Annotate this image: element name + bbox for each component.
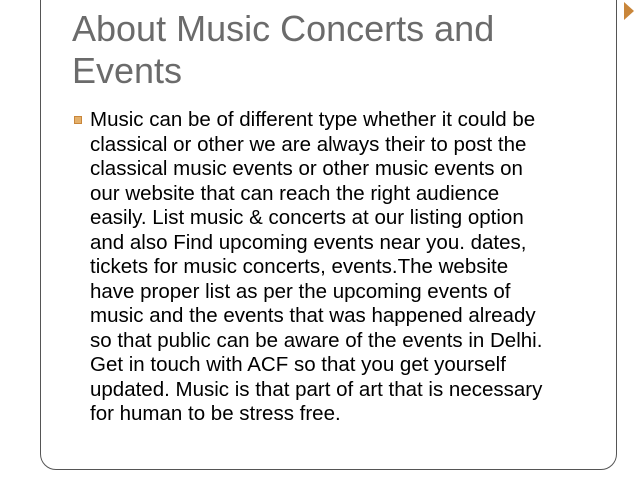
bullet-line: updated. Music is that part of art that is necessary <box>90 377 543 401</box>
slide-corner-marker-icon <box>624 2 634 20</box>
bullet-line: easily. List music & concerts at our listing option <box>90 206 524 229</box>
title-line: Events <box>72 50 183 91</box>
bullet-line: so that public can be aware of the events in Delhi. <box>90 328 543 352</box>
bullet-line: Get in touch with ACF so that you get yourself <box>90 353 506 376</box>
square-bullet-icon <box>72 114 84 126</box>
bullet-line: our website that can reach the right audience <box>90 181 500 205</box>
bullet-line: music and the events that was happened already <box>90 304 536 327</box>
bullet-line: classical music events or other music events on <box>90 157 523 180</box>
bullet-line: tickets for music concerts, events.The website <box>90 255 509 278</box>
bullet-line: have proper list as per the upcoming events of <box>90 279 511 303</box>
bullet-line: Music can be of different type whether it could be <box>90 108 536 131</box>
slide-title <box>72 8 592 92</box>
bullet-line: classical or other we are always their to post the <box>90 132 527 156</box>
bullet-line: and also Find upcoming events near you. dates, <box>90 230 527 254</box>
bullet-item <box>72 108 612 427</box>
title-line: About Music Concerts and <box>72 8 495 49</box>
bullet-line: for human to be stress free. <box>90 402 341 425</box>
bullet-text <box>90 108 610 427</box>
